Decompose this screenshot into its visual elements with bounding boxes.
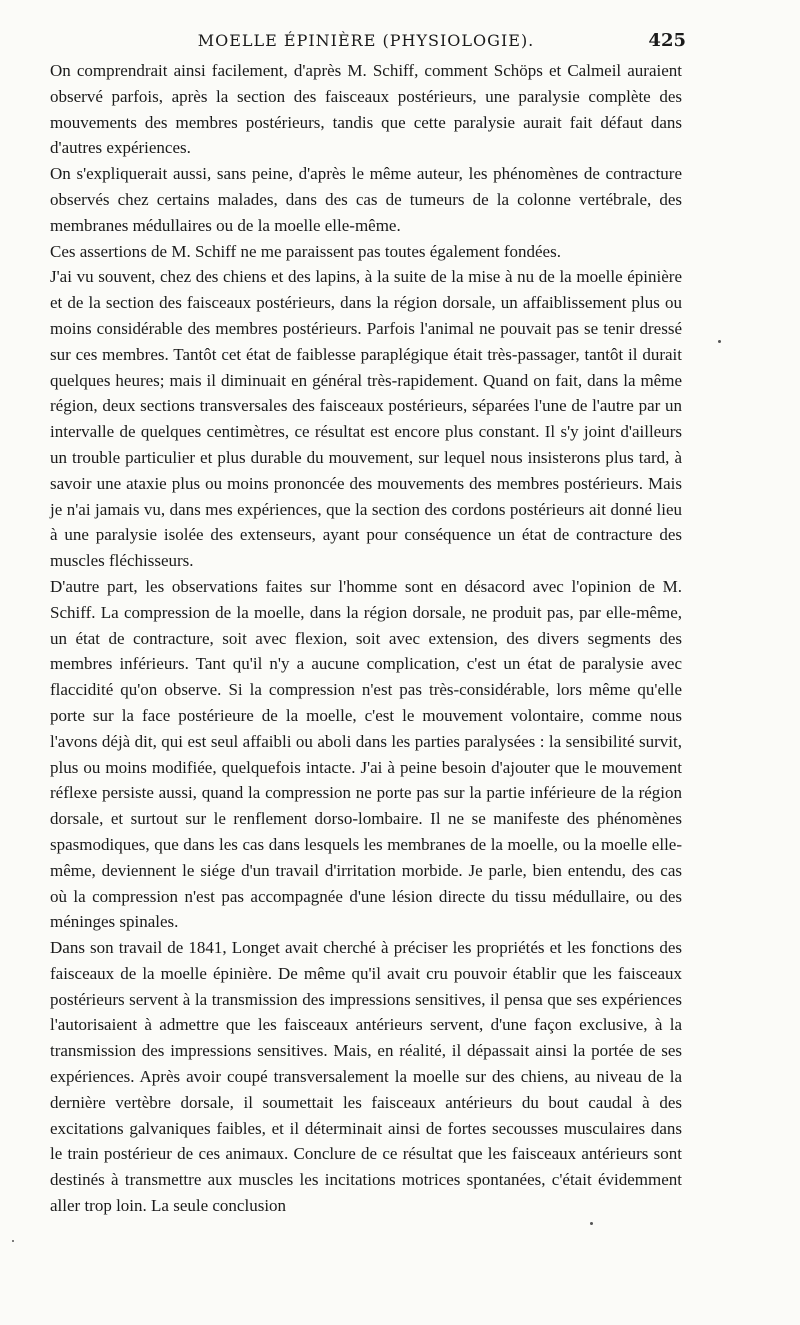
paragraph: On s'expliquerait aussi, sans peine, d'après le même auteur, les phénomènes de contracture observés chez certains malades, dans des cas de tumeurs de la colonne vertébrale, des membranes médullaires ou de la moelle elle-même. bbox=[50, 164, 682, 235]
running-head bbox=[50, 24, 686, 58]
paragraph: On comprendrait ainsi facilement, d'après M. Schiff, comment Schöps et Calmeil auraient observé parfois, après la section des faisceaux postérieurs, une paralysie complète des mouvements des membres postérieurs, tandis que cette paralysie aurait fait défaut dans d'autres expériences. bbox=[50, 61, 682, 158]
body-text bbox=[50, 58, 682, 1219]
scan-speck bbox=[718, 340, 721, 343]
running-head-title: MOELLE ÉPINIÈRE (PHYSIOLOGIE). bbox=[197, 31, 535, 50]
paragraph: Dans son travail de 1841, Longet avait cherché à préciser les propriétés et les fonctions des faisceaux de la moelle épinière. De même qu'il avait cru pouvoir établir que les faisceaux postérieurs servent à la transmission des impressions sensitives, il pensa que ses expériences l'autorisaient à admettre que les faisceaux antérieurs servent, d'une façon exclusive, à la transmission des impressions sensitives. Mais, en réalité, il dépassait ainsi la portée de ses expériences. Après avoir coupé transversalement la moelle sur des chiens, au niveau de la dernière vertèbre dorsale, il soumettait les faisceaux antérieurs du bout caudal à des excitations galvaniques faibles, et il déterminait ainsi de fortes secousses musculaires dans le train postérieur de ces animaux. Conclure de ce résultat que les faisceaux antérieurs sont destinés à transmettre aux muscles les incitations motrices spontanées, c'était évidemment aller trop loin. La seule conclusion bbox=[50, 938, 682, 1216]
paragraph: J'ai vu souvent, chez des chiens et des lapins, à la suite de la mise à nu de la moelle épinière et de la section des faisceaux postérieurs, dans la région dorsale, un affaiblissement plus ou moins considérable des membres postérieurs. Parfois l'animal ne pouvait pas se tenir dressé sur ces membres. Tantôt cet état de faiblesse paraplégique était très-passager, tantôt il durait quelques heures; mais il diminuait en général très-rapidement. Quand on fait, dans la même région, deux sections transversales des faisceaux postérieurs, séparées l'une de l'autre par un intervalle de quelques centimètres, ce résultat est encore plus constant. Il s'y joint d'ailleurs un trouble particulier et plus durable du mouvement, sur lequel nous insisterons plus tard, à savoir une ataxie plus ou moins prononcée des mouvements des membres postérieurs. Mais je n'ai jamais vu, dans mes expériences, que la section des cordons postérieurs ait donné lieu à une paralysie isolée des extenseurs, ayant pour conséquence un état de contracture des muscles fléchisseurs. bbox=[50, 267, 682, 571]
page-number: 425 bbox=[648, 30, 686, 51]
paragraph: D'autre part, les observations faites sur l'homme sont en désacord avec l'opinion de M. Schiff. La compression de la moelle, dans la région dorsale, ne produit pas, par elle-même, un état de contracture, soit avec flexion, soit avec extension, des divers segments des membres inférieurs. Tant qu'il n'y a aucune complication, c'est un état de paralysie avec flaccidité qu'on observe. Si la compression n'est pas très-considérable, lors même qu'elle porte sur la face postérieure de la moelle, c'est le mouvement volontaire, comme nous l'avons déjà dit, qui est seul affaibli ou aboli dans les parties paralysées : la sensibilité survit, plus ou moins modifiée, quelquefois intacte. J'ai à peine besoin d'ajouter que le mouvement réflexe persiste aussi, quand la compression ne porte pas sur la partie inférieure de la région dorsale, et surtout sur le renflement dorso-lombaire. Il ne se manifeste des phénomènes spasmodiques, que dans les cas dans lesquels les membranes de la moelle, ou la moelle elle-même, deviennent le siége d'un travail d'irritation morbide. Je parle, bien entendu, des cas où la compression n'est pas accompagnée d'une lésion directe du tissu médullaire, ou des méninges spinales. bbox=[50, 576, 682, 932]
paragraph: Ces assertions de M. Schiff ne me paraissent pas toutes également fondées. bbox=[50, 241, 561, 261]
scan-speck bbox=[590, 1222, 593, 1225]
scan-speck bbox=[12, 1240, 14, 1242]
